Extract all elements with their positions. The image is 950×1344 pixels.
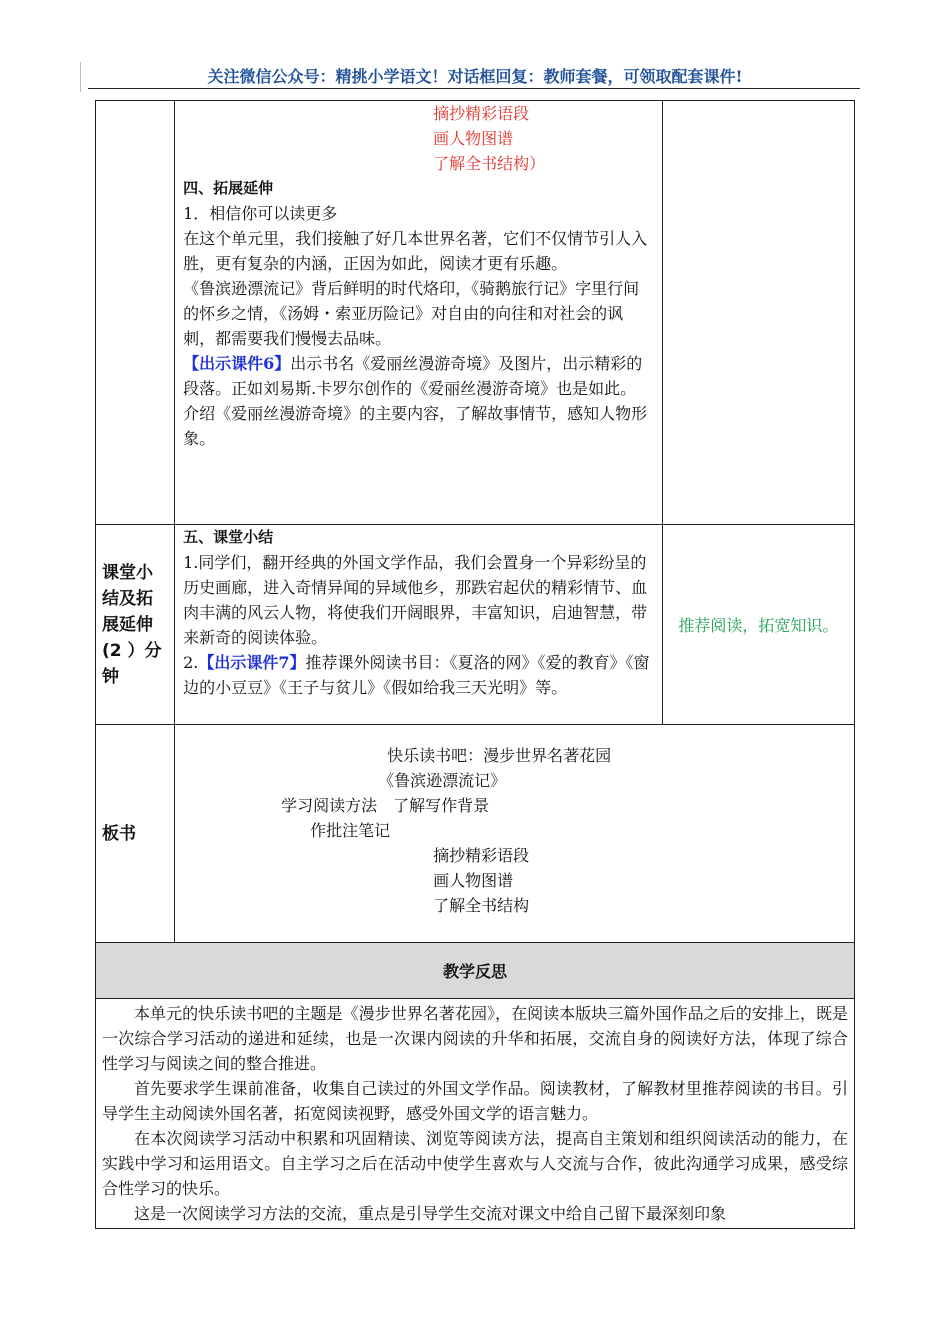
board-row (96, 725, 855, 943)
reflection-paragraph-1: 本单元的快乐读书吧的主题是《漫步世界名著花园》，在阅读本版块三篇外国作品之后的安排上，既是一次综合学习活动的递进和延续，也是一次课内阅读的升华和拓展，交流自身的阅读好方法，体现了综合性学习与阅读之间的整合推进。 (102, 1004, 848, 1073)
summary-intent-cell (662, 525, 854, 725)
board-line-1: 快乐读书吧：漫步世界名著花园 (387, 746, 612, 765)
section-title-summary: 五、课堂小结 (183, 528, 274, 546)
reflection-title: 教学反思 (96, 943, 855, 999)
extension-row (96, 101, 855, 525)
summary-content-cell (175, 525, 663, 725)
lesson-plan-table (95, 100, 855, 1229)
board-label-cell (96, 725, 175, 943)
red-line-3: 了解全书结构） (433, 154, 546, 173)
courseware-6-tag: 【出示课件6】 (183, 354, 291, 373)
red-line-1: 摘抄精彩语段 (433, 104, 530, 123)
header-notice: 关注微信公众号：精挑小学语文！对话框回复：教师套餐，可领取配套课件! (207, 67, 743, 86)
red-line-2: 画人物图谱 (433, 129, 514, 148)
reflection-paragraph-3: 在本次阅读学习活动中积累和巩固精读、浏览等阅读方法，提高自主策划和组织阅读活动的能力，在实践中学习和运用语文。自主学习之后在活动中使学生喜欢与人交流与合作，彼此沟通学习成果，感受综合性学习的快乐。 (102, 1129, 848, 1198)
sub-heading-1: 1．相信你可以读更多 (183, 204, 338, 223)
extension-paragraph-2: 《鲁滨逊漂流记》背后鲜明的时代烙印，《骑鹅旅行记》字里行间的怀乡之情，《汤姆・索亚历险记》对自由的向往和对社会的讽刺，都需要我们慢慢去品味。 (183, 279, 640, 348)
reflection-header-row (96, 943, 855, 999)
board-line-6: 画人物图谱 (433, 871, 514, 890)
extension-paragraph-4: 介绍《爱丽丝漫游奇境》的主要内容，了解故事情节，感知人物形象。 (183, 404, 648, 448)
extension-paragraph-3 (183, 351, 654, 401)
summary-label: 课堂小结及拓展延伸(2 ）分钟 (102, 562, 162, 687)
summary-paragraph-2-text: 推荐课外阅读书目：《夏洛的网》《爱的教育》《窗边的小豆豆》《王子与贫儿》《假如给我三天光明》等。 (183, 653, 650, 697)
board-line-3: 学习阅读方法 了解写作背景 (281, 796, 490, 815)
summary-paragraph-2 (183, 650, 654, 700)
board-line-7: 了解全书结构 (433, 896, 530, 915)
extension-paragraph-3-text: 出示书名《爱丽丝漫游奇境》及图片，出示精彩的段落。正如刘易斯.卡罗尔创作的《爱丽丝漫游奇境》也是如此。 (183, 354, 643, 398)
board-content-cell (175, 725, 855, 943)
reflection-paragraph-4: 这是一次阅读学习方法的交流，重点是引导学生交流对课文中给自己留下最深刻印象 (134, 1204, 727, 1223)
reflection-body-cell (96, 999, 855, 1229)
reflection-body-row (96, 999, 855, 1229)
extension-content-cell (175, 101, 663, 525)
section-title-extension: 四、拓展延伸 (183, 179, 274, 197)
board-line-5: 摘抄精彩语段 (433, 846, 530, 865)
board-label: 板书 (102, 823, 136, 844)
summary-paragraph-1: 1.同学们，翻开经典的外国文学作品，我们会置身一个异彩纷呈的历史画廊，进入奇情异闻的异域他乡，那跌宕起伏的精彩情节、血肉丰满的风云人物，将使我们开阔眼界，丰富知识，启迪智慧，带来新奇的阅读体验。 (183, 553, 648, 647)
empty-intent-cell (662, 101, 854, 525)
summary-item-2-number: 2. (183, 653, 199, 672)
summary-row (96, 525, 855, 725)
board-line-4: 作批注笔记 (310, 821, 391, 840)
reflection-paragraph-2: 首先要求学生课前准备，收集自己读过的外国文学作品。阅读教材，了解教材里推荐阅读的书目。引导学生主动阅读外国名著，拓宽阅读视野，感受外国文学的语言魅力。 (102, 1079, 848, 1123)
board-line-2: 《鲁滨逊漂流记》 (378, 771, 507, 790)
header-rule (88, 88, 860, 89)
courseware-7-tag: 【出示课件7】 (198, 653, 306, 672)
summary-intent: 推荐阅读，拓宽知识。 (678, 616, 839, 635)
summary-label-cell (96, 525, 175, 725)
extension-paragraph-1: 在这个单元里，我们接触了好几本世界名著，它们不仅情节引人入胜，更有复杂的内涵，正因为如此，阅读才更有乐趣。 (183, 229, 648, 273)
empty-label-cell (96, 101, 175, 525)
